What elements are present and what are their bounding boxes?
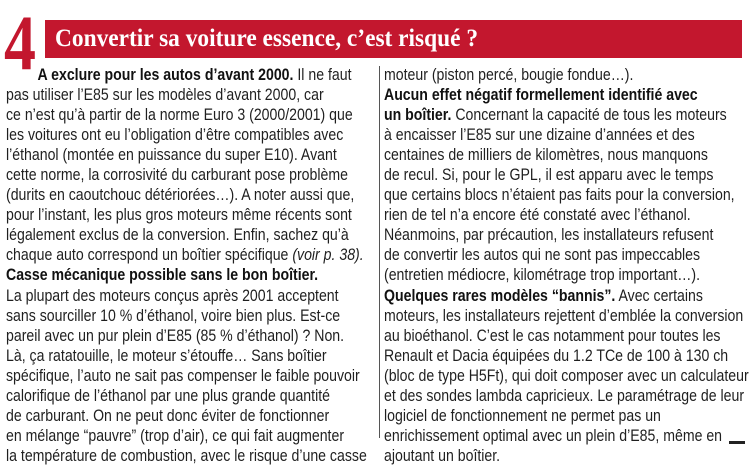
title-banner: [45, 20, 742, 58]
text-line: [384, 385, 745, 406]
text-line: [384, 406, 679, 426]
subheading: Quelques rares modèles “bannis”.: [384, 285, 616, 305]
body-text: de convertir les autos qui ne sont pas impeccables: [384, 245, 701, 265]
body-text: moteur (piston percé, bougie fondue…).: [384, 65, 634, 84]
text-line: [6, 165, 348, 185]
body-text: et des sondes lambda capricieux. Le paramétrage de leur: [384, 385, 745, 405]
body-text: la température de combustion, avec le risque d’une casse: [6, 445, 367, 465]
subheading: Casse mécanique possible sans le bon boîtier.: [6, 265, 319, 285]
text-line: [384, 65, 679, 85]
end-mark: [729, 441, 745, 444]
text-line: [384, 145, 708, 165]
text-line: [6, 105, 353, 125]
body-text: légalement exclus de la conversion. Enfin, sachez qu’à: [6, 225, 349, 245]
text-line: [6, 425, 345, 446]
body-text: Avec certains: [615, 285, 703, 305]
body-text: La plupart des moteurs conçus après 2001 acceptent: [6, 285, 339, 305]
text-line: [6, 85, 324, 105]
text-line: [384, 245, 701, 265]
body-text: moteurs, les installateurs rejettent d’emblée la conversion: [384, 305, 744, 325]
text-line: [6, 405, 330, 426]
body-text: à encaisser l’E85 sur une dizaine d’années et des: [384, 125, 695, 145]
body-text: enrichissement optimal avec un plein d’E85, même en: [384, 425, 723, 445]
body-text: (durits en caoutchouc détériorées…). A noter aussi que,: [6, 185, 355, 205]
text-line: [384, 225, 714, 245]
text-line: [384, 365, 749, 386]
text-line: [384, 446, 679, 466]
body-text: au bioéthanol. C’est le cas notamment pour toutes les: [384, 325, 721, 345]
text-line: [384, 165, 714, 185]
section-number: 4: [4, 0, 36, 86]
text-line: [384, 185, 735, 205]
body-text: l’éthanol (montée en puissance du super E10). Avant: [6, 145, 337, 165]
body-text: Là, ça ratatouille, le moteur s’étouffe… Sans boîtier: [6, 345, 327, 365]
body-text: Néanmoins, par précaution, les installateurs refusent: [384, 225, 714, 245]
column-divider: [379, 66, 380, 438]
body-text: rien de tel n’a encore été constaté avec l’éthanol.: [384, 205, 691, 225]
body-text: pas utiliser l’E85 sur les modèles d’avant 2000, car: [6, 85, 324, 105]
body-text: pareil avec un pur plein d’E85 (85 % d’éthanol) ? Non.: [6, 325, 345, 345]
body-text: calorifique de l’éthanol par une plus grande quantité: [6, 385, 330, 405]
body-text: Renault et Dacia équipées du 1.2 TCe de 100 à 130 ch: [384, 345, 729, 365]
text-line: [6, 385, 330, 406]
text-line: [384, 105, 727, 125]
body-text: ajoutant un boîtier.: [384, 445, 501, 465]
text-line: [6, 225, 349, 245]
body-text: (entretien médiocre, kilométrage trop important…).: [384, 265, 701, 285]
text-line: [6, 185, 355, 205]
text-line: [384, 205, 691, 225]
body-text: cette norme, la corrosivité du carburant pose problème: [6, 165, 348, 185]
text-line: [6, 325, 345, 346]
body-text: de carburant. On ne peut donc éviter de fonctionner: [6, 405, 330, 425]
text-line: [6, 365, 360, 386]
body-text: spécifique, l’auto ne sait pas compenser le faible pouvoir: [6, 365, 360, 385]
text-line: [6, 265, 319, 285]
text-line: [384, 125, 695, 145]
body-text: Concernant la capacité de tous les moteurs: [451, 105, 727, 125]
text-line: [6, 205, 352, 225]
body-text: sans sourciller 10 % d’éthanol, voire bien plus. Est-ce: [6, 305, 341, 325]
body-text: (bloc de type H5Ft), qui doit composer avec un calculateur: [384, 365, 749, 385]
body-text: centaines de milliers de kilomètres, nous manquons: [384, 145, 708, 165]
text-line: [384, 345, 729, 366]
text-line: [6, 345, 327, 366]
text-line: [6, 305, 341, 326]
subheading: Aucun effet négatif formellement identifié avec: [384, 85, 698, 105]
body-text: en mélange “pauvre” (trop d’air), ce qui fait augmenter: [6, 425, 345, 445]
subheading: A exclure pour les autos d’avant 2000.: [37, 65, 294, 84]
body-text: Il ne faut: [293, 65, 352, 84]
subheading: un boîtier.: [384, 105, 452, 125]
text-line: [384, 305, 744, 326]
body-text: ce n’est qu’à partir de la norme Euro 3 (2000/2001) que: [6, 105, 353, 125]
body-text: pour l’instant, les plus gros moteurs même récents sont: [6, 205, 352, 225]
text-line: [6, 125, 344, 145]
text-line: [6, 65, 352, 85]
body-text: chaque auto correspond un boîtier spécifique: [6, 245, 293, 265]
text-line: [6, 445, 367, 466]
text-line: [6, 245, 364, 265]
text-line: [6, 145, 337, 165]
body-text: de recul. Si, pour le GPL, il est apparu avec le temps: [384, 165, 714, 185]
body-text: que certains blocs n’étaient pas faits pour la conversion,: [384, 185, 735, 205]
text-line: [384, 265, 701, 285]
right-column: [384, 65, 749, 466]
body-text: logiciel de fonctionnement ne permet pas un: [384, 405, 661, 425]
text-line: [384, 285, 703, 306]
article-title: Convertir sa voiture essence, c’est risqué ?: [55, 25, 479, 52]
text-line: [6, 285, 339, 306]
text-line: [384, 85, 698, 105]
body-text: les voitures ont eu l’obligation d’être compatibles avec: [6, 125, 344, 145]
left-column: [6, 65, 378, 466]
text-line: [384, 325, 721, 346]
page-reference: (voir p. 38).: [292, 245, 364, 265]
text-line: [384, 425, 723, 446]
